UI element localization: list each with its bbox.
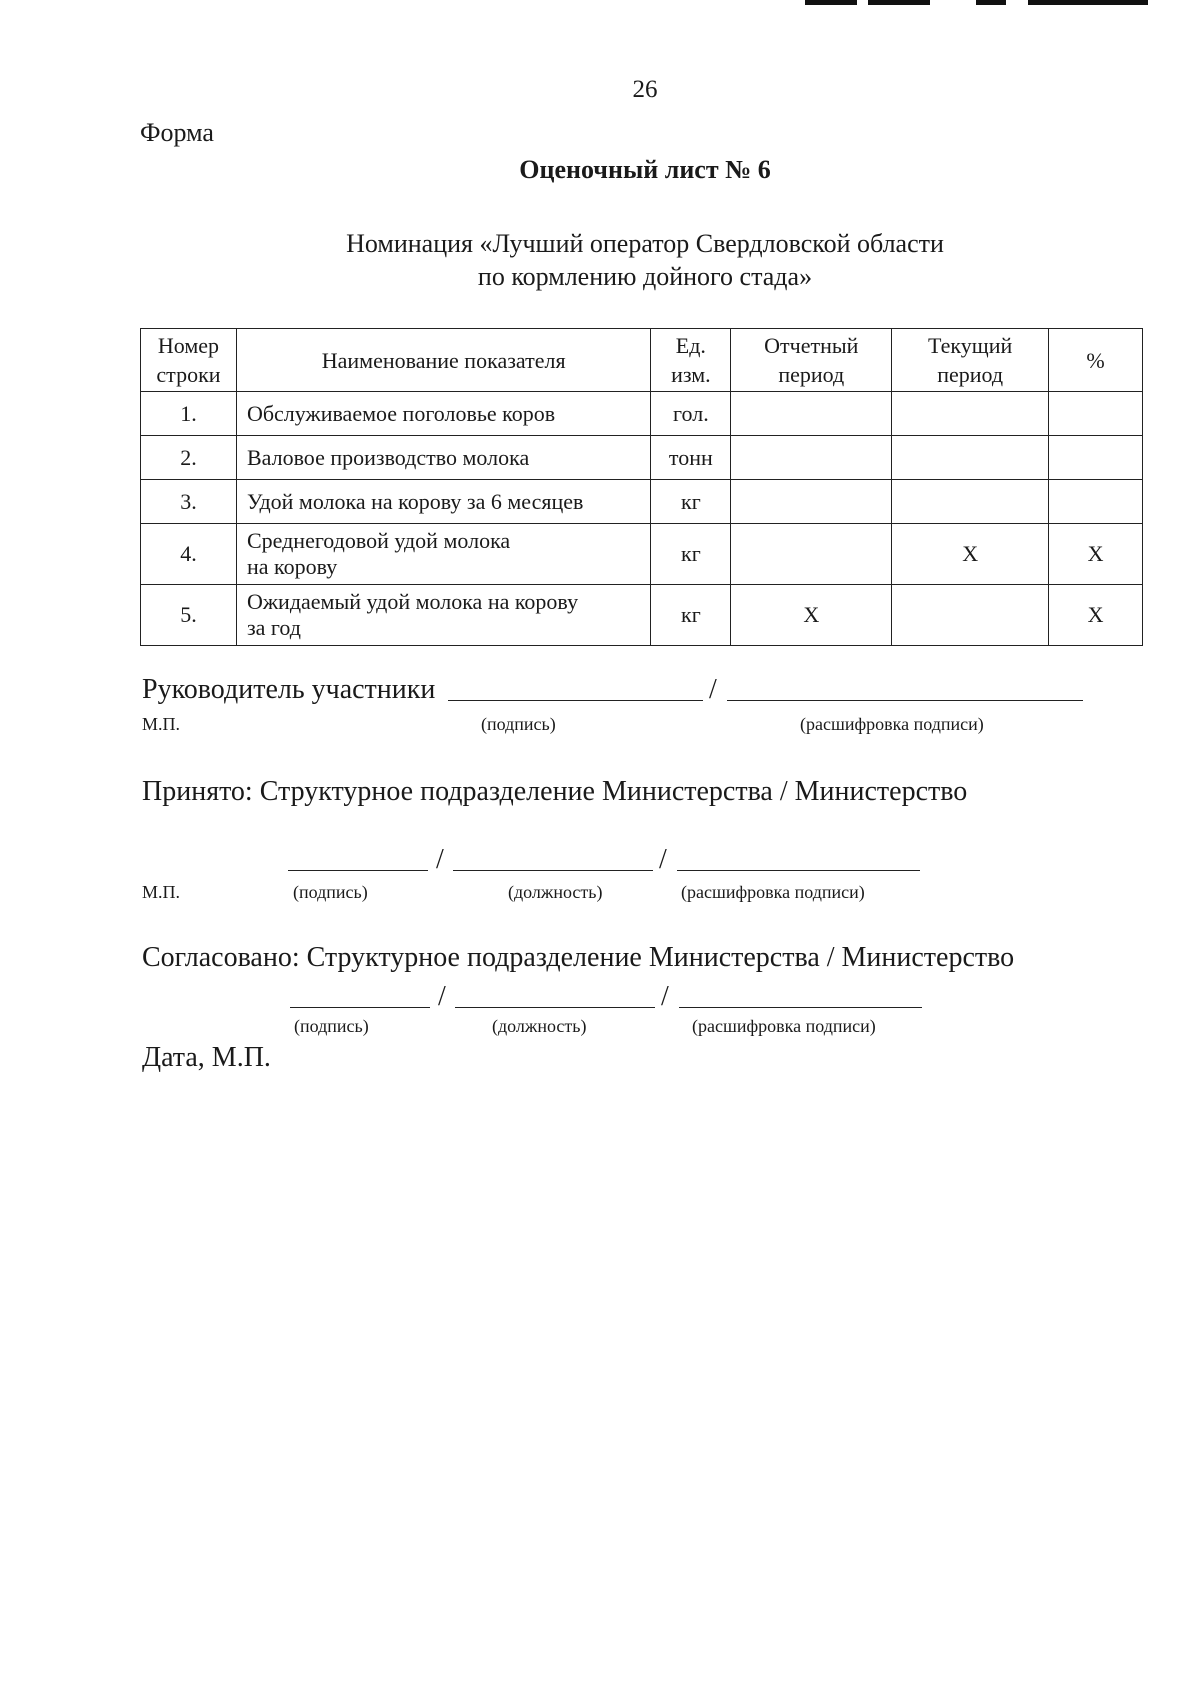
indicator-name: Ожидаемый удой молока на корову за год xyxy=(236,585,650,646)
report-period-cell: X xyxy=(731,585,892,646)
header-percent: % xyxy=(1049,329,1143,392)
scan-mark xyxy=(976,0,1006,5)
nomination-heading xyxy=(0,227,1200,293)
percent-cell[interactable] xyxy=(1049,436,1143,480)
stamp-label: М.П. xyxy=(142,882,181,902)
current-period-cell: X xyxy=(892,524,1049,585)
indicator-name: Обслуживаемое поголовье коров xyxy=(236,392,650,436)
scan-mark xyxy=(1028,0,1148,5)
current-period-cell[interactable] xyxy=(892,436,1049,480)
signature-line[interactable] xyxy=(288,870,428,871)
signature-caption: (подпись) xyxy=(294,1016,369,1036)
unit-cell: гол. xyxy=(651,392,731,436)
row-number: 1. xyxy=(141,392,237,436)
table-row xyxy=(141,392,1143,436)
slash-separator: / xyxy=(659,844,667,875)
table-row xyxy=(141,480,1143,524)
position-line[interactable] xyxy=(455,1007,655,1008)
row-number: 2. xyxy=(141,436,237,480)
signature-decoding-line[interactable] xyxy=(679,1007,922,1008)
report-period-cell[interactable] xyxy=(731,524,892,585)
signature-decoding-line[interactable] xyxy=(727,700,1083,701)
header-report-period: Отчетный период xyxy=(731,329,892,392)
report-period-cell[interactable] xyxy=(731,480,892,524)
signature-caption: (подпись) xyxy=(481,714,556,734)
unit-cell: кг xyxy=(651,480,731,524)
position-caption: (должность) xyxy=(508,882,603,902)
slash-separator: / xyxy=(438,981,446,1012)
percent-cell: X xyxy=(1049,524,1143,585)
nomination-line-1: Номинация «Лучший оператор Свердловской области xyxy=(346,229,944,258)
unit-cell: кг xyxy=(651,524,731,585)
header-row-number: Номер строки xyxy=(141,329,237,392)
unit-cell: тонн xyxy=(651,436,731,480)
slash-separator: / xyxy=(709,674,717,705)
form-label: Форма xyxy=(140,118,214,147)
report-period-cell[interactable] xyxy=(731,392,892,436)
date-stamp-label: Дата, М.П. xyxy=(142,1042,271,1073)
signature-decoding-line[interactable] xyxy=(677,870,920,871)
table-row xyxy=(141,524,1143,585)
nomination-line-2: по кормлению дойного стада» xyxy=(477,262,813,291)
current-period-cell[interactable] xyxy=(892,480,1049,524)
table-header-row xyxy=(141,329,1143,392)
agreed-label: Согласовано: Структурное подразделение Министерства / Министерство xyxy=(142,942,1015,973)
signature-decoding-caption: (расшифровка подписи) xyxy=(800,714,984,734)
indicator-name: Среднегодовой удой молока на корову xyxy=(236,524,650,585)
position-caption: (должность) xyxy=(492,1016,587,1036)
signature-decoding-caption: (расшифровка подписи) xyxy=(681,882,865,902)
signature-line[interactable] xyxy=(290,1007,430,1008)
accepted-label: Принято: Структурное подразделение Министерства / Министерство xyxy=(142,776,968,807)
table-row xyxy=(141,585,1143,646)
indicator-name: Удой молока на корову за 6 месяцев xyxy=(236,480,650,524)
percent-cell: X xyxy=(1049,585,1143,646)
page-title: Оценочный лист № 6 xyxy=(519,155,771,184)
signature-decoding-caption: (расшифровка подписи) xyxy=(692,1016,876,1036)
unit-cell: кг xyxy=(651,585,731,646)
slash-separator: / xyxy=(436,844,444,875)
signature-line[interactable] xyxy=(448,700,703,701)
row-number: 3. xyxy=(141,480,237,524)
current-period-cell[interactable] xyxy=(892,392,1049,436)
header-indicator-name: Наименование показателя xyxy=(236,329,650,392)
stamp-label: М.П. xyxy=(142,714,181,734)
table-row xyxy=(141,436,1143,480)
header-unit: Ед. изм. xyxy=(651,329,731,392)
page-number: 26 xyxy=(632,76,658,103)
report-period-cell[interactable] xyxy=(731,436,892,480)
percent-cell[interactable] xyxy=(1049,480,1143,524)
percent-cell[interactable] xyxy=(1049,392,1143,436)
position-line[interactable] xyxy=(453,870,653,871)
row-number: 4. xyxy=(141,524,237,585)
header-current-period: Текущий период xyxy=(892,329,1049,392)
slash-separator: / xyxy=(661,981,669,1012)
head-of-participant-label: Руководитель участники xyxy=(142,674,436,705)
current-period-cell[interactable] xyxy=(892,585,1049,646)
row-number: 5. xyxy=(141,585,237,646)
scan-mark xyxy=(805,0,857,5)
evaluation-table xyxy=(140,328,1143,646)
scan-mark xyxy=(868,0,930,5)
signature-caption: (подпись) xyxy=(293,882,368,902)
indicator-name: Валовое производство молока xyxy=(236,436,650,480)
